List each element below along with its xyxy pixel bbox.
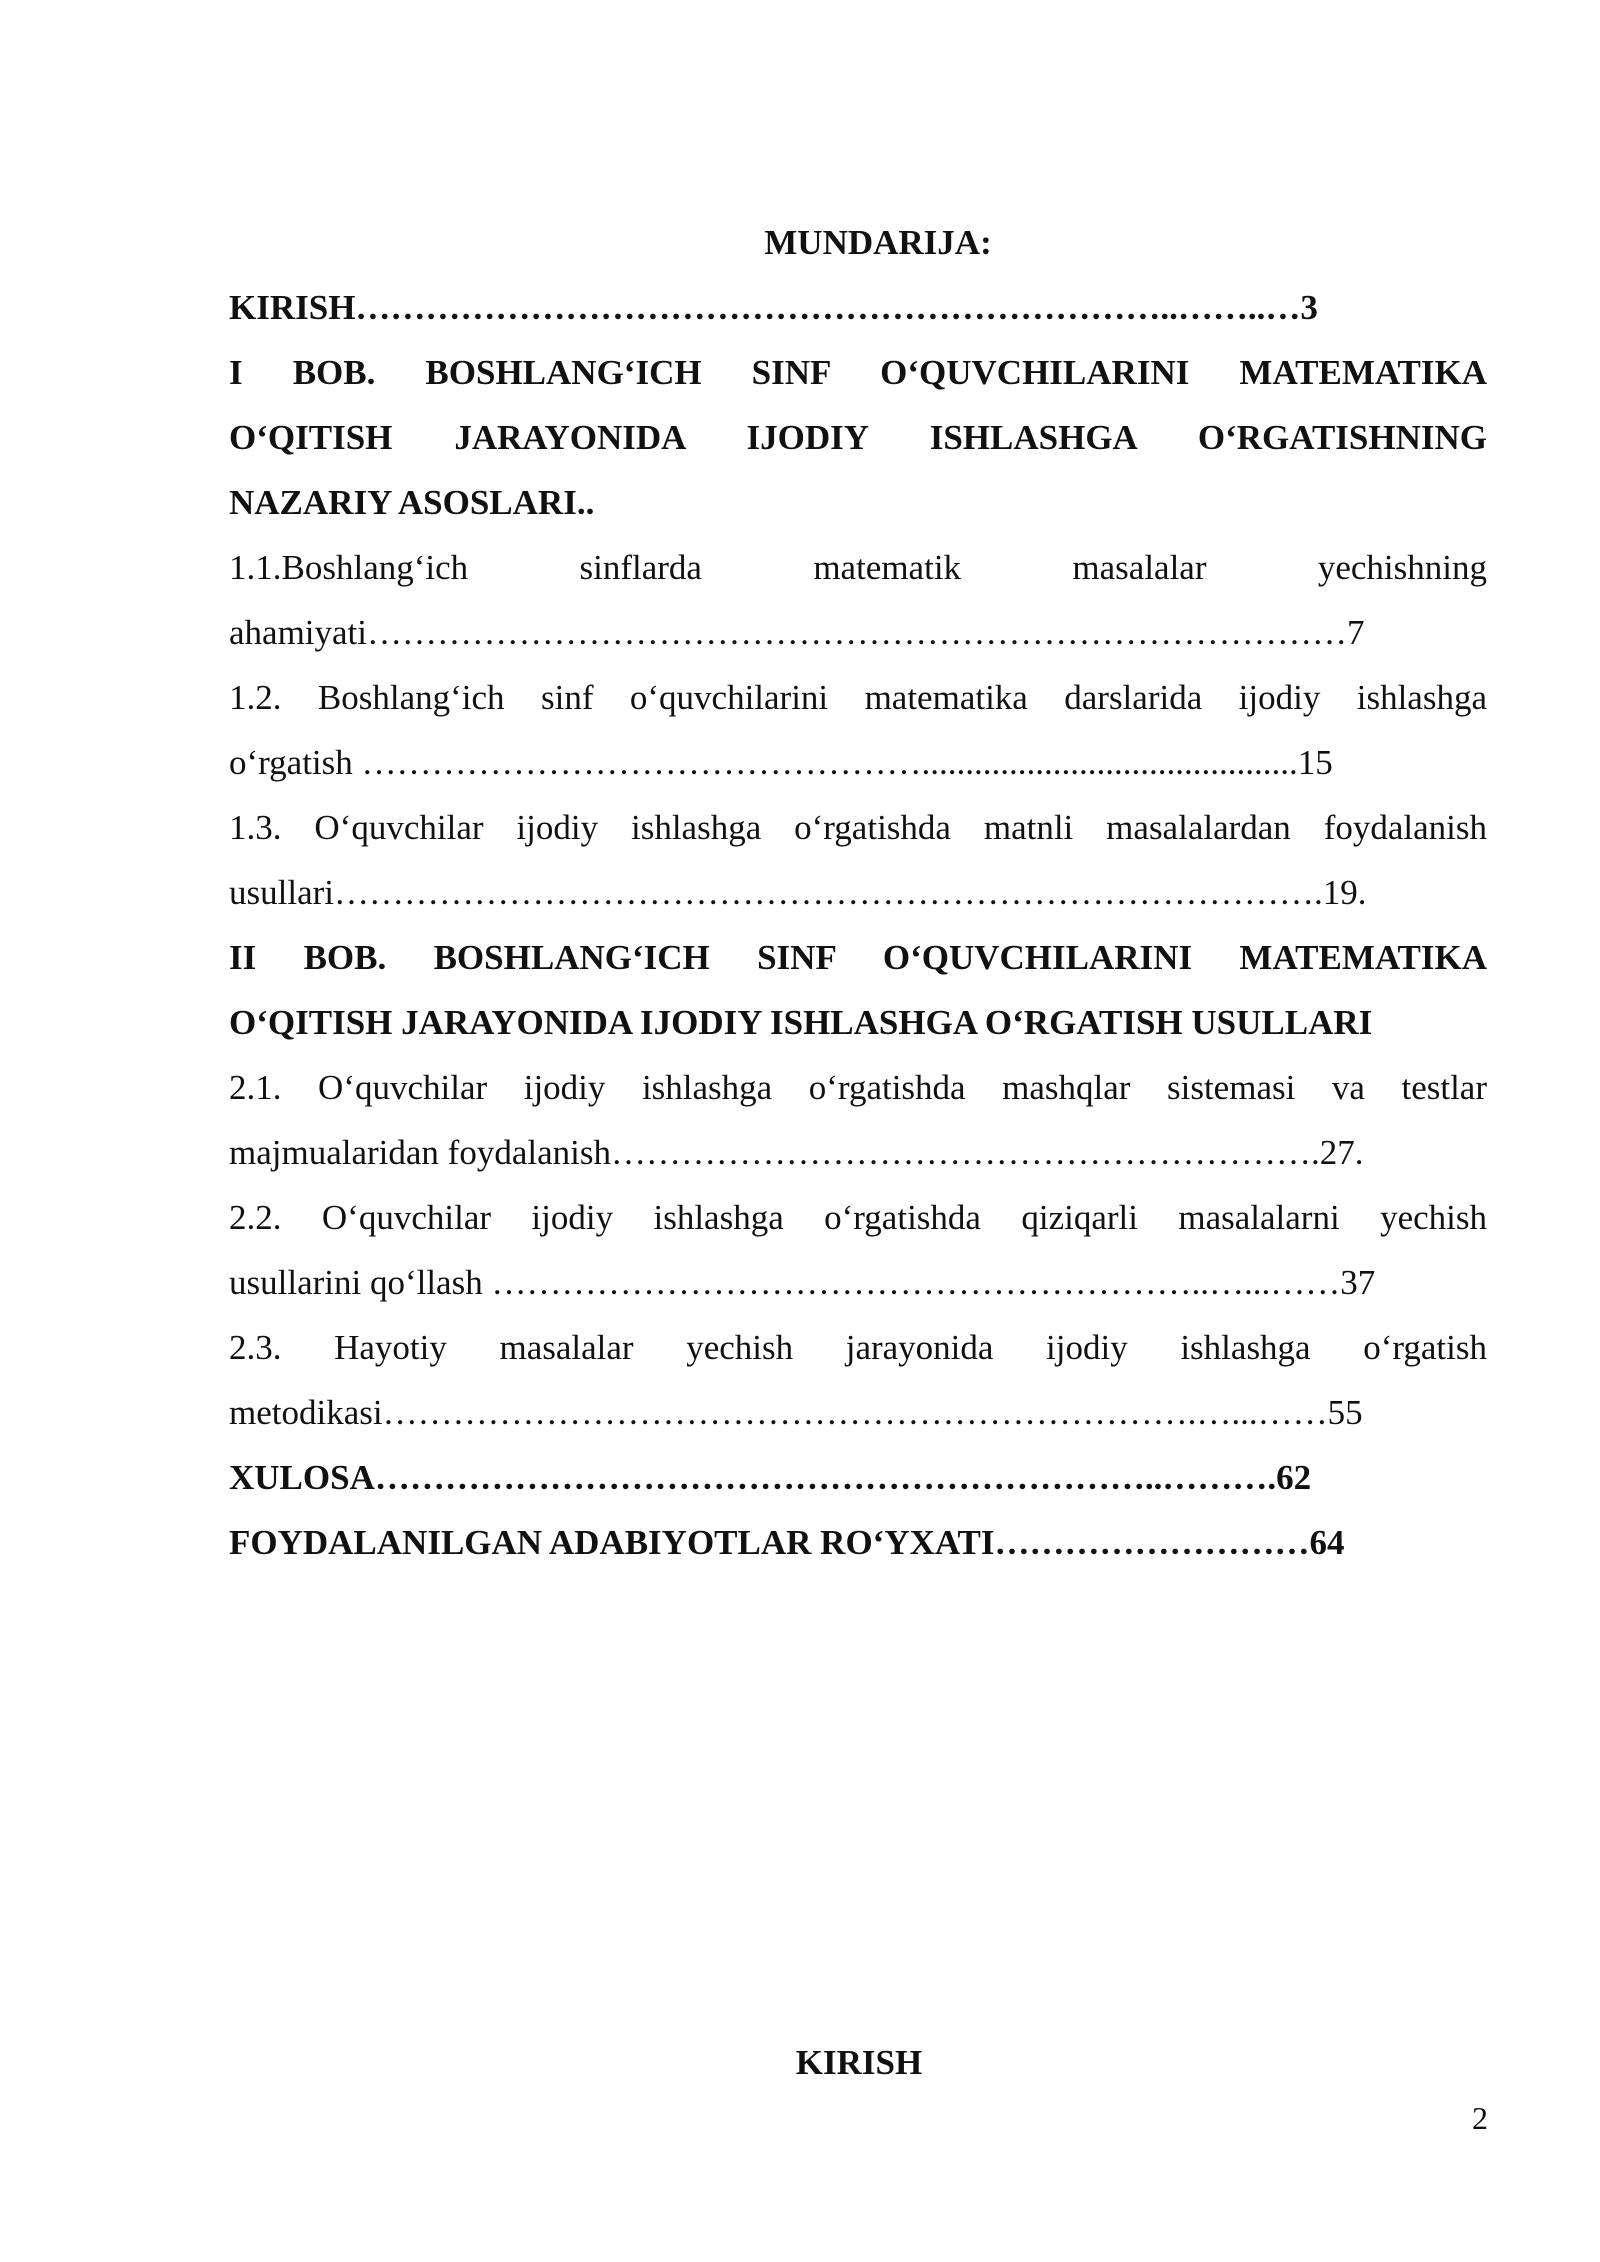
toc-entry-references[interactable] bbox=[229, 1510, 1487, 1575]
toc-line: XULOSA…………………………………………………………..……….62 bbox=[229, 1458, 1312, 1497]
toc-entry-section-2-1[interactable] bbox=[229, 1055, 1487, 1185]
toc-entry-section-1-1[interactable] bbox=[229, 535, 1487, 665]
toc-line: KIRISH……………………………………………………………..……..…3 bbox=[229, 288, 1318, 327]
toc-line: 1.2. Boshlang‘ich sinf o‘quvchilarini matematika darslarida ijodiy ishlashga bbox=[229, 678, 1487, 717]
toc-line: ahamiyati…………………………………………………………………………7 bbox=[229, 613, 1365, 652]
toc-entry-section-1-2[interactable] bbox=[229, 665, 1487, 795]
toc-line: o‘rgatish …………………………………………...........................................15 bbox=[229, 743, 1333, 782]
toc-line: metodikasi…………………………………………………………….…...……55 bbox=[229, 1393, 1363, 1432]
toc-line: usullarini qo‘llash ……………………………………………………..…...……37 bbox=[229, 1263, 1376, 1302]
toc-entry-section-2-3[interactable] bbox=[229, 1315, 1487, 1445]
toc-line: I BOB. BOSHLANG‘ICH SINF O‘QUVCHILARINI MATEMATIKA bbox=[229, 353, 1487, 392]
page-number: 2 bbox=[1472, 2100, 1488, 2136]
toc-line: 1.1.Boshlang‘ich sinflarda matematik masalalar yechishning bbox=[229, 548, 1487, 587]
toc-line: O‘QITISH JARAYONIDA IJODIY ISHLASHGA O‘RGATISH USULLARI bbox=[229, 1003, 1373, 1042]
toc-line: usullari………………………………………………………………………….19. bbox=[229, 873, 1367, 912]
toc-line: FOYDALANILGAN ADABIYOTLAR RO‘YXATI………………………64 bbox=[229, 1523, 1345, 1562]
toc-entry-section-1-3[interactable] bbox=[229, 795, 1487, 925]
toc-line: 2.3. Hayotiy masalalar yechish jarayonida ijodiy ishlashga o‘rgatish bbox=[229, 1328, 1487, 1367]
table-of-contents bbox=[229, 210, 1487, 1575]
section-heading-kirish: KIRISH bbox=[795, 2043, 923, 2082]
toc-line: O‘QITISH JARAYONIDA IJODIY ISHLASHGA O‘RGATISHNING bbox=[229, 418, 1487, 457]
toc-line: NAZARIY ASOSLARI.. bbox=[229, 483, 595, 522]
toc-line: 1.3. O‘quvchilar ijodiy ishlashga o‘rgatishda matnli masalalardan foydalanish bbox=[229, 808, 1487, 847]
toc-line: majmualaridan foydalanish…………………………………………………….27. bbox=[229, 1133, 1364, 1172]
toc-line: II BOB. BOSHLANG‘ICH SINF O‘QUVCHILARINI MATEMATIKA bbox=[229, 938, 1487, 977]
toc-entry-chapter-2[interactable] bbox=[229, 925, 1487, 1055]
toc-line: 2.1. O‘quvchilar ijodiy ishlashga o‘rgatishda mashqlar sistemasi va testlar bbox=[229, 1068, 1487, 1107]
toc-entry-section-2-2[interactable] bbox=[229, 1185, 1487, 1315]
toc-entry-chapter-1[interactable] bbox=[229, 340, 1487, 535]
toc-line: 2.2. O‘quvchilar ijodiy ishlashga o‘rgatishda qiziqarli masalalarni yechish bbox=[229, 1198, 1487, 1237]
toc-entry-kirish[interactable] bbox=[229, 275, 1487, 340]
toc-entry-xulosa[interactable] bbox=[229, 1445, 1487, 1510]
toc-title: MUNDARIJA: bbox=[764, 223, 992, 262]
